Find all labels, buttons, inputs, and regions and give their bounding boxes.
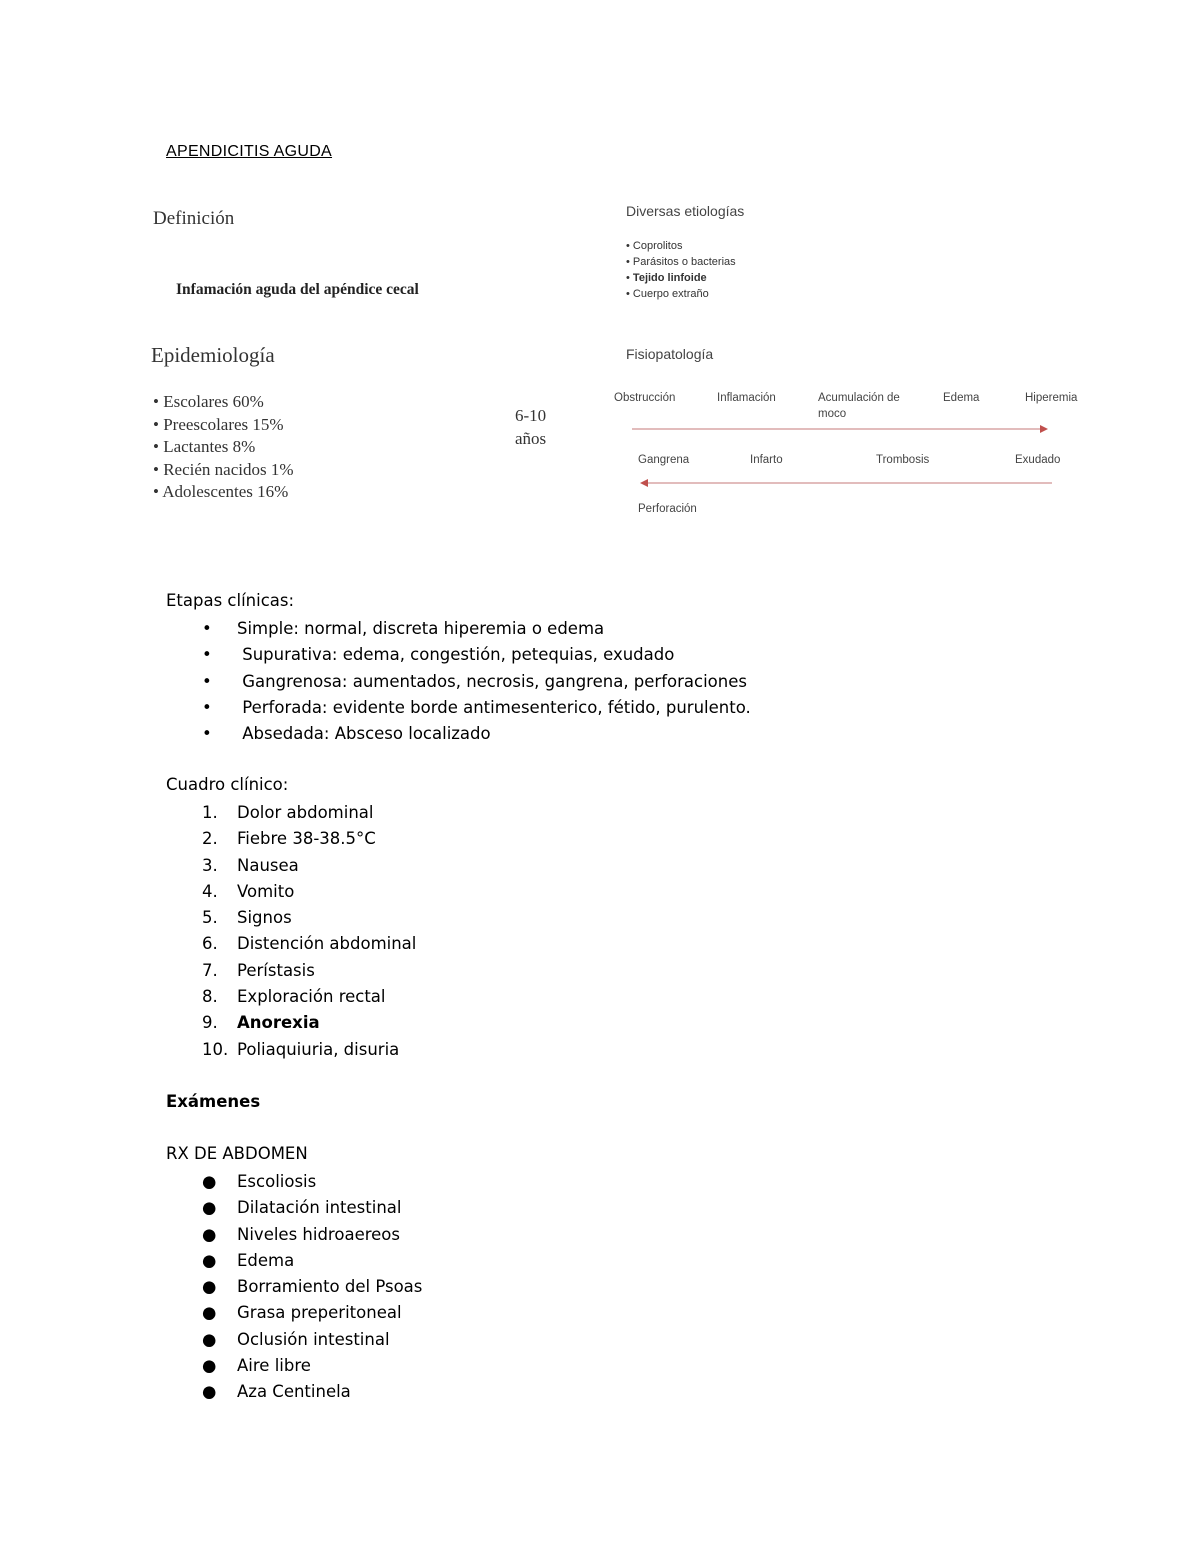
list-item [166,1248,422,1274]
flow-step: Gangrena [638,454,690,466]
cuadro-label: Vomito [237,881,295,901]
epidemiologia-label: Lactantes 8% [163,437,256,456]
bullet-marker: • [202,645,212,665]
list-item: • Preescolares 15% [153,414,284,434]
list-item [166,931,416,957]
bullet-marker: • [202,697,212,717]
flow-step: Acumulación de moco [818,392,900,420]
hallazgo-label: Edema [237,1250,295,1270]
cuadro-label: Nausea [237,855,299,875]
flow-step: Trombosis [876,454,930,466]
hallazgo-label: Dilatación intestinal [237,1198,402,1218]
list-item: • Parásitos o bacterias [626,256,736,268]
list-item [166,1195,422,1221]
list-item [166,958,416,984]
definicion-heading: Definición [153,208,235,229]
cuadro-label: Anorexia [237,1013,320,1033]
list-item [166,1274,422,1300]
bullet-marker: ● [202,1198,217,1218]
etapa-label: Absedada: Absceso localizado [237,724,491,744]
number-marker: 1. [202,803,218,822]
epidemiologia-label: Escolares 60% [163,392,264,411]
number-marker: 2. [202,829,218,849]
etapas-heading: Etapas clínicas: [166,591,295,610]
list-item [166,1169,422,1195]
bullet-marker: ● [202,1172,217,1191]
flow-step: Inflamación [717,392,776,404]
etapa-label: Supurativa: edema, congestión, petequias, exudado [237,645,675,665]
etiologia-label: Parásitos o bacterias [632,256,736,268]
epidemiologia-heading: Epidemiología [151,343,275,367]
flow-step: Perforación [638,503,697,515]
bullet-marker: ● [202,1250,217,1270]
etapas-list [166,616,751,747]
cuadro-label: Signos [237,908,292,928]
bullet-marker: ● [202,1329,217,1349]
bullet-marker: • [202,671,212,691]
etiologia-label: Tejido linfoide [632,272,707,284]
list-item: • Adolescentes 16% [153,482,289,501]
definicion-text: Infamación aguda del apéndice cecal [176,281,419,298]
cuadro-list [166,800,416,1063]
number-marker: 5. [202,908,218,928]
list-item [166,826,416,852]
cuadro-label: Distención abdominal [237,934,417,954]
list-item [166,1327,422,1353]
list-item: • Coprolitos [626,240,683,252]
list-item [166,1300,422,1326]
cuadro-label: Dolor abdominal [237,803,374,822]
examenes-heading: Exámenes [166,1092,261,1111]
list-item [166,642,751,668]
epidemiologia-label: Adolescentes 16% [162,482,289,501]
forward-arrow-head [1040,425,1048,433]
cuadro-label: Fiebre 38-38.5°C [237,829,376,849]
flow-step: Obstrucción [614,392,676,404]
number-marker: 9. [202,1013,218,1033]
etiologias-heading: Diversas etiologías [626,203,745,219]
list-item [166,1379,422,1405]
hallazgo-label: Oclusión intestinal [237,1329,390,1349]
list-item [166,984,416,1010]
bullet-marker: • [202,619,212,638]
flow-step: Infarto [750,454,783,466]
number-marker: 10. [202,1039,229,1059]
hallazgo-label: Niveles hidroaereos [237,1224,400,1244]
hallazgo-label: Borramiento del Psoas [237,1277,423,1297]
flow-step: Exudado [1015,454,1061,466]
age-range-note: 6-10 años [515,406,547,448]
list-item: • Lactantes 8% [153,437,256,456]
etiologia-label: Coprolitos [632,240,683,252]
hallazgo-label: Aza Centinela [237,1382,351,1402]
cuadro-heading: Cuadro clínico: [166,775,289,794]
hallazgo-label: Aire libre [237,1356,311,1376]
fisiopatologia-heading: Fisiopatología [626,346,714,362]
bullet-marker: ● [202,1382,217,1402]
list-item [166,1037,416,1063]
bullet-marker: ● [202,1303,217,1323]
list-item [166,879,416,905]
list-item: • Recién nacidos 1% [153,459,294,479]
epidemiologia-label: Preescolares 15% [163,414,284,434]
cuadro-label: Perístasis [237,960,315,980]
number-marker: 4. [202,881,218,901]
bullet-marker: ● [202,1224,217,1244]
list-item [166,721,751,747]
rx-findings-list [166,1169,422,1406]
etapa-label: Simple: normal, discreta hiperemia o edema [237,619,605,638]
number-marker: 8. [202,987,218,1007]
list-item [166,1010,416,1036]
number-marker: 7. [202,960,218,980]
list-item [166,1353,422,1379]
list-item [166,905,416,931]
document-title: APENDICITIS AGUDA [166,143,333,160]
bullet-marker: ● [202,1356,217,1376]
cuadro-label: Exploración rectal [237,987,386,1007]
hallazgo-label: Grasa preperitoneal [237,1303,402,1323]
bullet-marker: • [202,724,212,744]
rx-abdomen-subheading: RX DE ABDOMEN [166,1144,308,1163]
number-marker: 3. [202,855,218,875]
etapa-label: Perforada: evidente borde antimesenterico, fétido, purulento. [237,697,751,717]
list-item [166,800,416,826]
epidemiologia-label: Recién nacidos 1% [163,459,294,479]
list-item [166,1222,422,1248]
list-item [166,695,751,721]
list-item [166,616,751,642]
list-item: • Cuerpo extraño [626,288,709,300]
etiologia-label: Cuerpo extraño [632,288,709,300]
bullet-marker: ● [202,1277,217,1297]
flow-step: Edema [943,392,980,404]
list-item: • Escolares 60% [153,392,264,411]
flow-arrows [0,0,1200,600]
number-marker: 6. [202,934,218,954]
list-item: • Tejido linfoide [626,272,707,284]
flow-step: Hiperemia [1025,392,1078,404]
backward-arrow-head [640,479,648,487]
etapa-label: Gangrenosa: aumentados, necrosis, gangrena, perforaciones [237,671,747,691]
list-item [166,853,416,879]
hallazgo-label: Escoliosis [237,1172,317,1191]
list-item [166,669,751,695]
cuadro-label: Poliaquiuria, disuria [237,1039,400,1059]
